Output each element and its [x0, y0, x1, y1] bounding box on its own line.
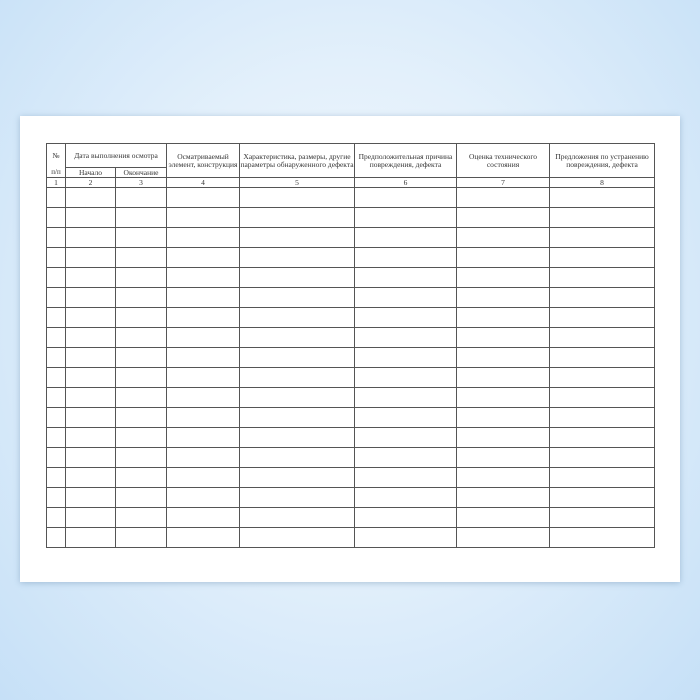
table-cell[interactable]: [66, 268, 116, 288]
table-cell[interactable]: [355, 368, 457, 388]
table-cell[interactable]: [457, 368, 550, 388]
table-cell[interactable]: [47, 468, 66, 488]
table-cell[interactable]: [167, 448, 240, 468]
table-cell[interactable]: [457, 428, 550, 448]
table-cell[interactable]: [457, 248, 550, 268]
column-number-cell: 6: [355, 178, 457, 188]
table-row: [47, 488, 655, 508]
table-cell[interactable]: [66, 508, 116, 528]
table-row: [47, 328, 655, 348]
table-cell[interactable]: [66, 428, 116, 448]
table-cell[interactable]: [457, 388, 550, 408]
header-repair-proposals: Предложения по устранению повреждения, дефекта: [550, 144, 655, 178]
header-defect-characteristics: Характеристика, размеры, другие параметры обнаруженного дефекта: [240, 144, 355, 178]
table-cell[interactable]: [457, 488, 550, 508]
table-cell[interactable]: [66, 208, 116, 228]
header-inspected-element: Осматриваемый элемент, конструкция: [167, 144, 240, 178]
table-body: [47, 188, 655, 548]
table-row: [47, 228, 655, 248]
table-cell[interactable]: [116, 228, 167, 248]
table-cell[interactable]: [550, 228, 655, 248]
table-cell[interactable]: [47, 268, 66, 288]
table-cell[interactable]: [550, 288, 655, 308]
table-row: [47, 508, 655, 528]
table-cell[interactable]: [457, 268, 550, 288]
table-cell[interactable]: [240, 488, 355, 508]
header-number-sign: №: [47, 144, 66, 168]
table-cell[interactable]: [167, 228, 240, 248]
table-cell[interactable]: [66, 348, 116, 368]
table-cell[interactable]: [240, 328, 355, 348]
table-cell[interactable]: [167, 508, 240, 528]
table-cell[interactable]: [66, 528, 116, 548]
table-cell[interactable]: [116, 268, 167, 288]
table-row: [47, 308, 655, 328]
table-cell[interactable]: [167, 248, 240, 268]
table-cell[interactable]: [240, 268, 355, 288]
table-cell[interactable]: [550, 188, 655, 208]
table-cell[interactable]: [355, 228, 457, 248]
table-cell[interactable]: [116, 208, 167, 228]
table-cell[interactable]: [116, 528, 167, 548]
table-cell[interactable]: [116, 448, 167, 468]
header-item-number: п/п: [47, 168, 66, 178]
table-cell[interactable]: [355, 288, 457, 308]
table-cell[interactable]: [167, 268, 240, 288]
table-cell[interactable]: [550, 388, 655, 408]
column-number-cell: 5: [240, 178, 355, 188]
table-cell[interactable]: [47, 348, 66, 368]
table-row: [47, 368, 655, 388]
table-cell[interactable]: [116, 488, 167, 508]
table-cell[interactable]: [355, 468, 457, 488]
table-cell[interactable]: [240, 288, 355, 308]
table-cell[interactable]: [355, 308, 457, 328]
table-cell[interactable]: [66, 488, 116, 508]
table-cell[interactable]: [240, 428, 355, 448]
journal-sheet: [20, 116, 680, 582]
table-cell[interactable]: [116, 188, 167, 208]
table-cell[interactable]: [240, 368, 355, 388]
table-row: [47, 408, 655, 428]
table-cell[interactable]: [240, 308, 355, 328]
table-cell[interactable]: [550, 528, 655, 548]
table-row: [47, 188, 655, 208]
table-cell[interactable]: [47, 288, 66, 308]
table-cell[interactable]: [355, 348, 457, 368]
table-cell[interactable]: [116, 328, 167, 348]
table-cell[interactable]: [355, 528, 457, 548]
table-cell[interactable]: [116, 388, 167, 408]
table-cell[interactable]: [240, 468, 355, 488]
table-cell[interactable]: [167, 188, 240, 208]
table-cell[interactable]: [355, 328, 457, 348]
table-cell[interactable]: [116, 348, 167, 368]
table-cell[interactable]: [355, 248, 457, 268]
table-cell[interactable]: [116, 368, 167, 388]
header-probable-cause: Предположительная причина повреждения, дефекта: [355, 144, 457, 178]
table-cell[interactable]: [240, 408, 355, 428]
table-cell[interactable]: [457, 208, 550, 228]
inspection-log-table: [46, 143, 655, 548]
table-row: [47, 208, 655, 228]
table-cell[interactable]: [457, 308, 550, 328]
table-cell[interactable]: [355, 408, 457, 428]
column-number-cell: 8: [550, 178, 655, 188]
table-cell[interactable]: [47, 428, 66, 448]
table-cell[interactable]: [66, 328, 116, 348]
table-cell[interactable]: [47, 488, 66, 508]
table-cell[interactable]: [66, 248, 116, 268]
table-row: [47, 348, 655, 368]
table-cell[interactable]: [240, 188, 355, 208]
column-number-cell: 7: [457, 178, 550, 188]
table-row: [47, 468, 655, 488]
table-cell[interactable]: [47, 388, 66, 408]
column-number-cell: 1: [47, 178, 66, 188]
table-cell[interactable]: [550, 448, 655, 468]
table-cell[interactable]: [550, 488, 655, 508]
table-cell[interactable]: [355, 268, 457, 288]
header-inspection-date: Дата выполнения осмотра: [66, 144, 167, 168]
table-cell[interactable]: [550, 328, 655, 348]
table-cell[interactable]: [167, 308, 240, 328]
table-cell[interactable]: [66, 308, 116, 328]
table-cell[interactable]: [550, 368, 655, 388]
table-cell[interactable]: [66, 408, 116, 428]
table-cell[interactable]: [47, 528, 66, 548]
table-cell[interactable]: [240, 228, 355, 248]
table-cell[interactable]: [550, 468, 655, 488]
table-cell[interactable]: [550, 348, 655, 368]
table-row: [47, 428, 655, 448]
table-cell[interactable]: [457, 288, 550, 308]
table-cell[interactable]: [355, 448, 457, 468]
table-cell[interactable]: [550, 208, 655, 228]
table-cell[interactable]: [550, 268, 655, 288]
table-cell[interactable]: [116, 408, 167, 428]
header-date-start: Начало: [66, 168, 116, 178]
table-cell[interactable]: [116, 308, 167, 328]
table-cell[interactable]: [457, 188, 550, 208]
table-cell[interactable]: [240, 208, 355, 228]
table-cell[interactable]: [240, 248, 355, 268]
table-cell[interactable]: [457, 508, 550, 528]
table-cell[interactable]: [355, 188, 457, 208]
table-cell[interactable]: [66, 188, 116, 208]
table-cell[interactable]: [355, 488, 457, 508]
table-cell[interactable]: [47, 188, 66, 208]
table-cell[interactable]: [47, 248, 66, 268]
table-cell[interactable]: [116, 508, 167, 528]
column-number-cell: 4: [167, 178, 240, 188]
table-cell[interactable]: [47, 368, 66, 388]
table-row: [47, 388, 655, 408]
table-cell[interactable]: [550, 508, 655, 528]
table-cell[interactable]: [167, 368, 240, 388]
table-cell[interactable]: [550, 308, 655, 328]
table-cell[interactable]: [457, 528, 550, 548]
table-cell[interactable]: [47, 508, 66, 528]
table-cell[interactable]: [240, 528, 355, 548]
table-cell[interactable]: [167, 408, 240, 428]
header-technical-condition: Оценка технического состояния: [457, 144, 550, 178]
table-cell[interactable]: [240, 448, 355, 468]
table-cell[interactable]: [66, 228, 116, 248]
table-cell[interactable]: [355, 428, 457, 448]
table-cell[interactable]: [457, 468, 550, 488]
column-number-cell: 2: [66, 178, 116, 188]
table-cell[interactable]: [116, 288, 167, 308]
table-cell[interactable]: [167, 288, 240, 308]
table-cell[interactable]: [66, 468, 116, 488]
table-row: [47, 528, 655, 548]
table-cell[interactable]: [550, 408, 655, 428]
table-cell[interactable]: [240, 508, 355, 528]
table-row: [47, 288, 655, 308]
table-cell[interactable]: [66, 448, 116, 468]
table-cell[interactable]: [355, 508, 457, 528]
table-cell[interactable]: [457, 408, 550, 428]
table-cell[interactable]: [116, 468, 167, 488]
column-number-cell: 3: [116, 178, 167, 188]
table-cell[interactable]: [167, 388, 240, 408]
table-cell[interactable]: [47, 228, 66, 248]
table-cell[interactable]: [167, 488, 240, 508]
table-cell[interactable]: [550, 428, 655, 448]
table-cell[interactable]: [457, 348, 550, 368]
table-cell[interactable]: [240, 388, 355, 408]
table-cell[interactable]: [47, 448, 66, 468]
table-cell[interactable]: [457, 328, 550, 348]
column-number-row: [47, 178, 655, 188]
table-cell[interactable]: [66, 388, 116, 408]
table-cell[interactable]: [457, 228, 550, 248]
table-row: [47, 248, 655, 268]
table-cell[interactable]: [550, 248, 655, 268]
table-cell[interactable]: [355, 208, 457, 228]
table-cell[interactable]: [116, 428, 167, 448]
table-cell[interactable]: [47, 328, 66, 348]
table-cell[interactable]: [167, 428, 240, 448]
header-date-end: Окончание: [116, 168, 167, 178]
table-cell[interactable]: [167, 348, 240, 368]
table-cell[interactable]: [66, 288, 116, 308]
table-cell[interactable]: [47, 408, 66, 428]
table-cell[interactable]: [167, 208, 240, 228]
table-cell[interactable]: [240, 348, 355, 368]
table-cell[interactable]: [47, 308, 66, 328]
table-row: [47, 268, 655, 288]
table-cell[interactable]: [47, 208, 66, 228]
table-cell[interactable]: [167, 328, 240, 348]
table-cell[interactable]: [116, 248, 167, 268]
table-row: [47, 448, 655, 468]
table-cell[interactable]: [167, 528, 240, 548]
table-cell[interactable]: [355, 388, 457, 408]
table-cell[interactable]: [167, 468, 240, 488]
table-cell[interactable]: [457, 448, 550, 468]
table-cell[interactable]: [66, 368, 116, 388]
